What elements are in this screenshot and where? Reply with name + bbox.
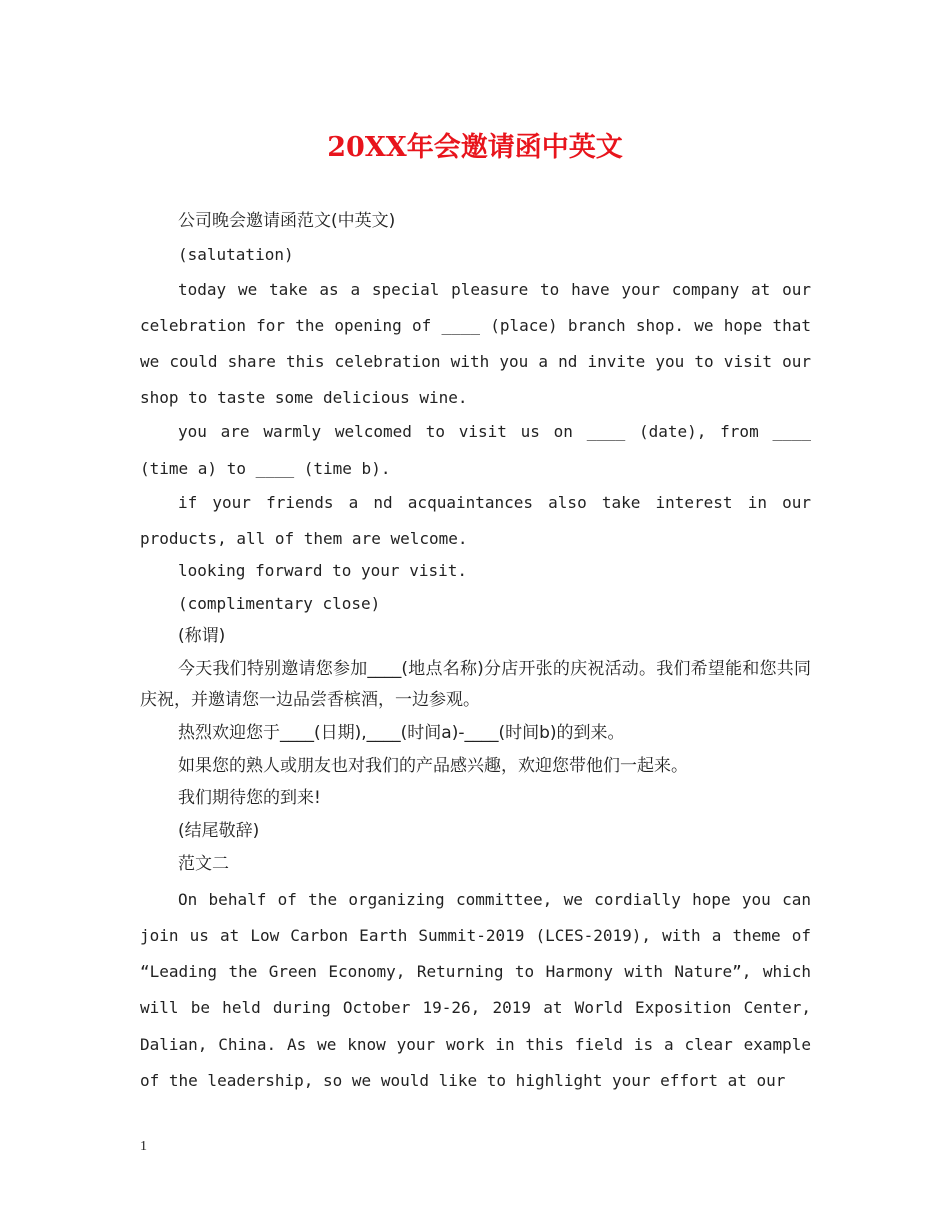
paragraph: today we take as a special pleasure to have your company at our celebration for the opening of ____ (place) branch shop. we hope that we could share this celebration with you a nd invite you to visit our shop to taste some delicious wine. (140, 279, 811, 408)
paragraph: (结尾敬辞) (178, 821, 260, 842)
paragraph: if your friends a nd acquaintances also take interest in our products, all of them are welcome. (140, 492, 811, 549)
paragraph: 我们期待您的到来! (178, 788, 321, 809)
paragraph: 热烈欢迎您于____(日期),____(时间a)-____(时间b)的到来。 (178, 722, 625, 743)
paragraph: 如果您的熟人或朋友也对我们的产品感兴趣，欢迎您带他们一起来。 (178, 755, 688, 776)
paragraph: looking forward to your visit. (178, 561, 467, 581)
paragraph: On behalf of the organizing committee, we cordially hope you can join us at Low Carbon Earth Summit-2019 (LCES-2019), with a theme of “Leading the Green Economy, Returning to Harmony with Nature”, which will be held during October 19-26, 2019 at World Exposition Center, Dalian, China. As we know your work in this field is a clear example of the leadership, so we would like to highlight your effort at our (140, 889, 811, 1090)
paragraph: (称谓) (178, 625, 226, 646)
page-number: 1 (140, 1139, 147, 1154)
paragraph: 今天我们特别邀请您参加____(地点名称)分店开张的庆祝活动。我们希望能和您共同庆祝，并邀请您一边品尝香槟酒，一边参观。 (140, 658, 811, 711)
paragraph: 公司晚会邀请函范文(中英文) (178, 211, 396, 231)
document-body (140, 206, 811, 1097)
paragraph: (salutation) (178, 244, 294, 264)
paragraph: 范文二 (178, 854, 229, 874)
document-title: 20XX年会邀请函中英文 (327, 132, 623, 163)
paragraph: you are warmly welcomed to visit us on ____ (date), from ____ (time a) to ____ (time b). (140, 422, 811, 478)
paragraph: (complimentary close) (178, 594, 381, 614)
